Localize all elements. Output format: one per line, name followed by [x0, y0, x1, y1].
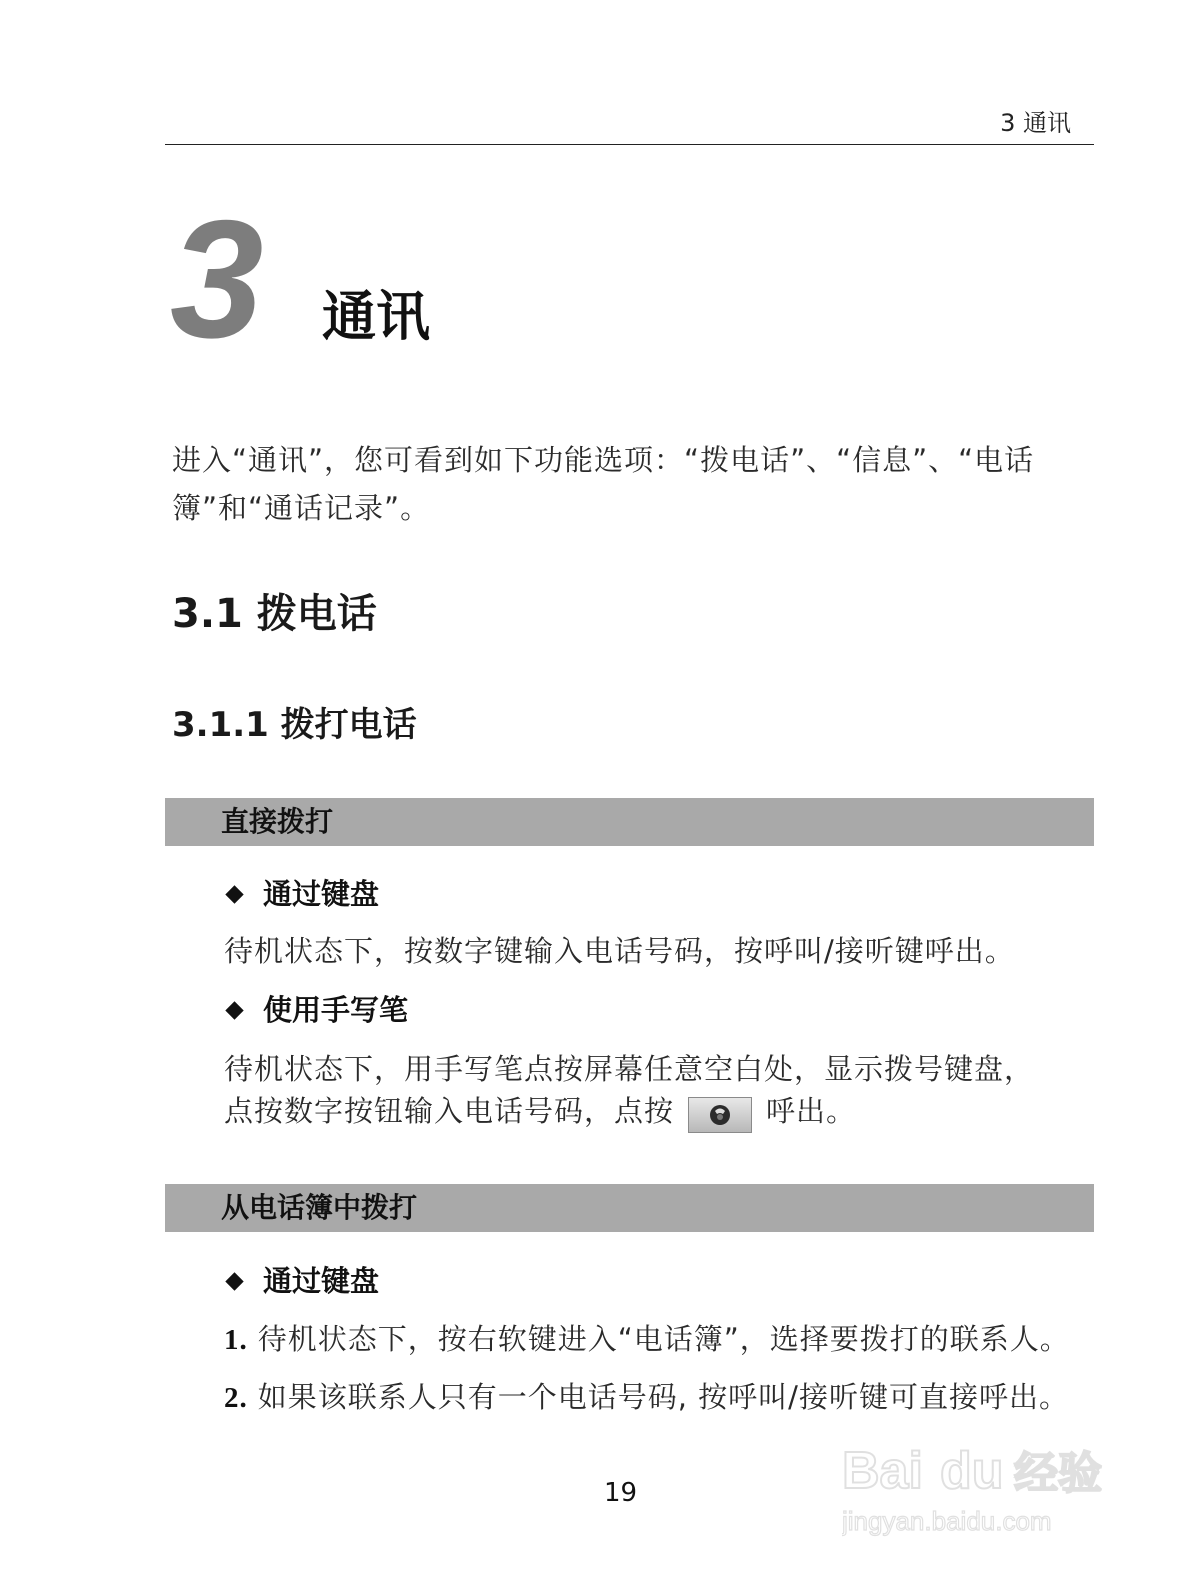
baidu-watermark-logo — [842, 1430, 1132, 1550]
step-item — [224, 1376, 1069, 1419]
page-number: 19 — [603, 1478, 638, 1508]
direct-stylus-text — [224, 1048, 1094, 1133]
stylus-text-line-1: 待机状态下，用手写笔点按屏幕任意空白处，显示拨号键盘， — [224, 1052, 1035, 1086]
direct-stylus-heading — [224, 992, 408, 1028]
bullet-heading-text: 通过键盘 — [263, 877, 380, 911]
header-rule — [165, 144, 1094, 145]
subsection-heading: 3.1.1 拨打电话 — [172, 705, 417, 745]
stylus-text-line-2a: 点按数字按钮输入电话号码，点按 — [224, 1094, 675, 1128]
chapter-title: 通讯 — [322, 285, 430, 348]
stylus-text-line-2b: 呼出。 — [766, 1094, 857, 1128]
step-number: 1. — [224, 1324, 248, 1356]
call-button-image — [688, 1097, 752, 1133]
direct-keypad-text: 待机状态下，按数字键输入电话号码，按呼叫/接听键呼出。 — [224, 934, 1015, 968]
svg-text:Bai: Bai — [842, 1442, 923, 1500]
phone-handset-icon — [705, 1103, 735, 1127]
bullet-heading-text: 通过键盘 — [263, 1264, 380, 1298]
svg-text:du: du — [940, 1442, 1004, 1500]
section-heading: 3.1 拨电话 — [172, 591, 377, 637]
step-text: 待机状态下，按右软键进入“电话簿”，选择要拨打的联系人。 — [257, 1322, 1070, 1356]
bullet-heading-text: 使用手写笔 — [263, 993, 409, 1027]
diamond-bullet-icon — [225, 885, 243, 903]
intro-paragraph: 进入“通讯”，您可看到如下功能选项：“拨电话”、“信息”、“电话簿”和“通话记录”。 — [172, 443, 1035, 525]
step-number: 2. — [224, 1382, 248, 1414]
phonebook-keypad-heading — [224, 1263, 379, 1299]
diamond-bullet-icon — [225, 1001, 243, 1019]
direct-keypad-heading — [224, 876, 379, 912]
chapter-number: 3 — [170, 185, 264, 373]
diamond-bullet-icon — [225, 1272, 243, 1290]
step-item — [224, 1318, 1070, 1361]
phonebook-dial-bar: 从电话簿中拨打 — [165, 1184, 1094, 1232]
svg-text:经验: 经验 — [1014, 1448, 1102, 1499]
step-text: 如果该联系人只有一个电话号码, 按呼叫/接听键可直接呼出。 — [257, 1380, 1069, 1414]
running-header: 3 通讯 — [1000, 109, 1071, 137]
svg-text:jingyan.baidu.com: jingyan.baidu.com — [842, 1506, 1052, 1536]
direct-dial-bar: 直接拨打 — [165, 798, 1094, 846]
